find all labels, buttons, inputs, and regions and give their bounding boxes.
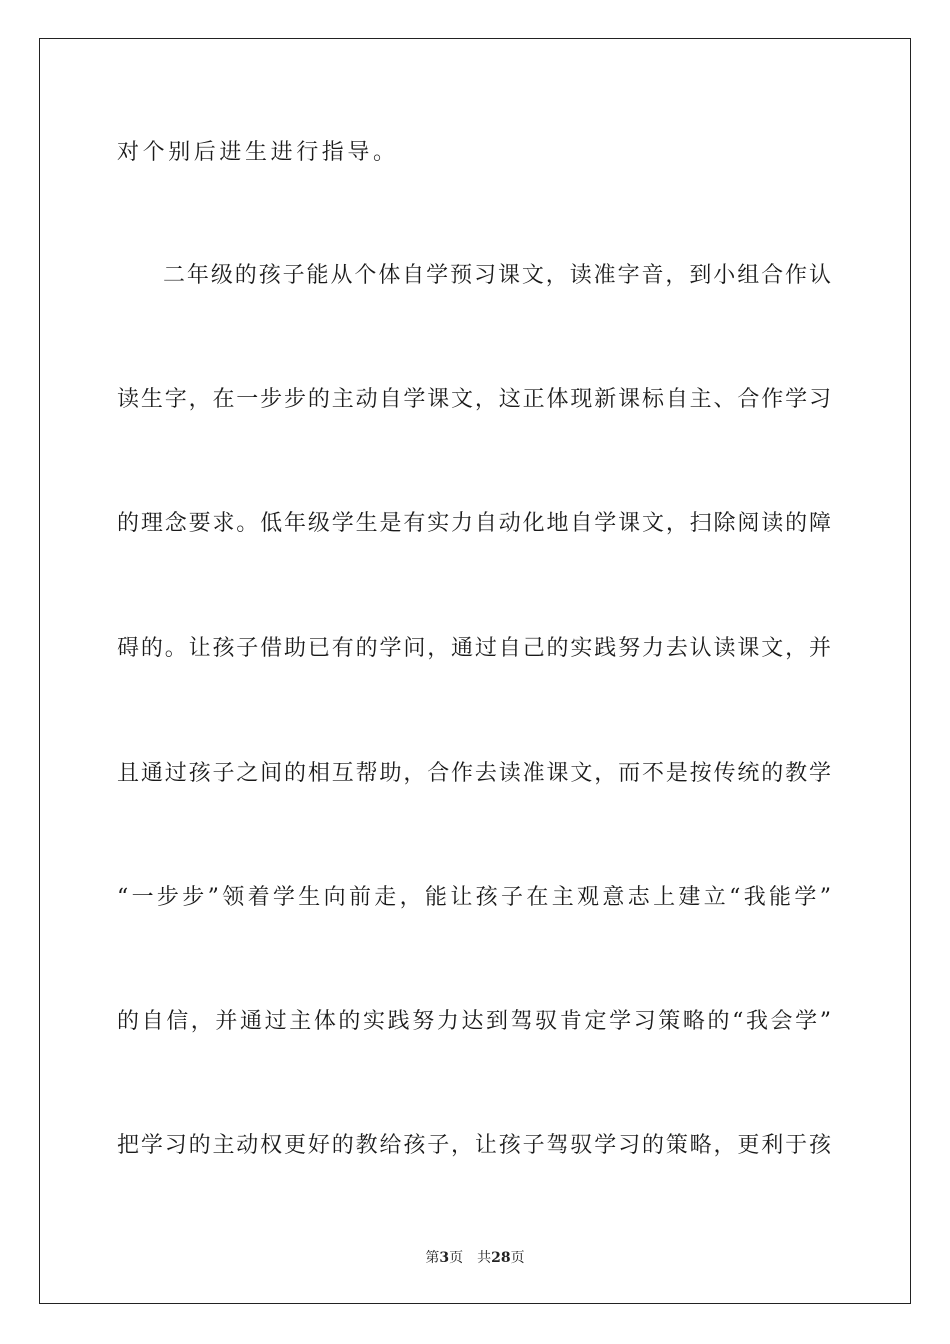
paragraph-line-5: 碍的。让孩子借助已有的学问，通过自己的实践努力去认读课文，并 xyxy=(117,636,831,661)
paragraph-line-4: 的理念要求。低年级学生是有实力自动化地自学课文，扫除阅读的障 xyxy=(117,511,831,536)
page-footer xyxy=(0,1247,950,1267)
paragraph-line-3: 读生字，在一步步的主动自学课文，这正体现新课标自主、合作学习 xyxy=(117,387,831,412)
page-border xyxy=(39,38,911,1304)
paragraph-line-1: 对个别后进生进行指导。 xyxy=(117,140,399,165)
paragraph-line-2: 二年级的孩子能从个体自学预习课文，读准字音，到小组合作认 xyxy=(163,263,831,288)
paragraph-line-7: “一步步”领着学生向前走，能让孩子在主观意志上建立“我能学” xyxy=(117,885,831,910)
paragraph-line-8: 的自信，并通过主体的实践努力达到驾驭肯定学习策略的“我会学” xyxy=(117,1009,831,1034)
page-prefix: 第 xyxy=(425,1250,440,1266)
paragraph-line-9: 把学习的主动权更好的教给孩子，让孩子驾驭学习的策略，更利于孩 xyxy=(117,1133,831,1158)
total-pages-number: 28 xyxy=(491,1250,511,1266)
total-suffix: 页 xyxy=(510,1250,525,1266)
total-prefix: 共 xyxy=(477,1250,492,1266)
page-suffix: 页 xyxy=(449,1250,464,1266)
paragraph-line-6: 且通过孩子之间的相互帮助，合作去读准课文，而不是按传统的教学 xyxy=(117,761,831,786)
current-page-number: 3 xyxy=(439,1250,450,1266)
